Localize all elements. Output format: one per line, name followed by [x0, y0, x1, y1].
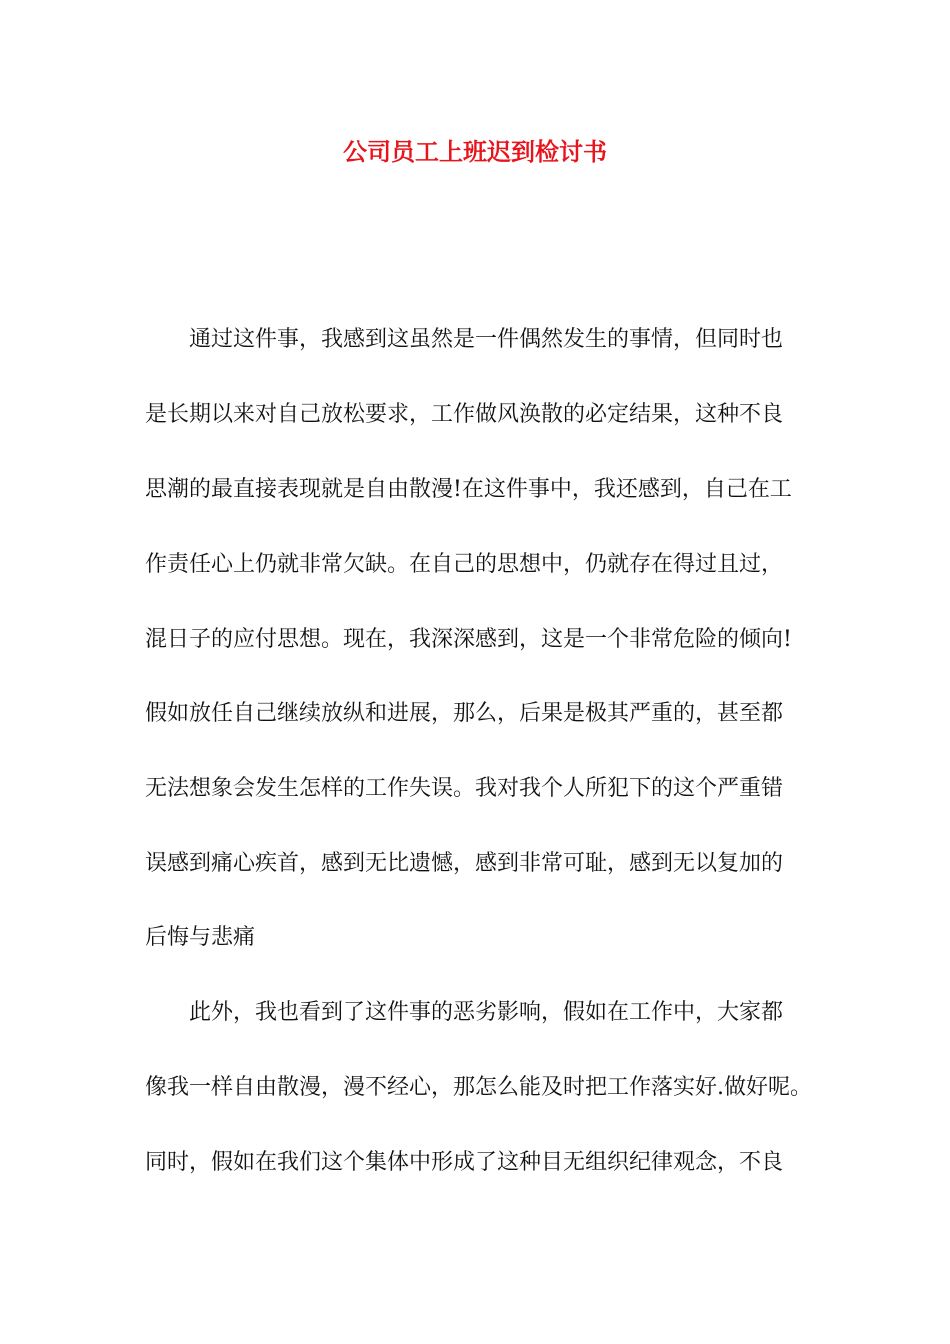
- paragraph-line: 像我一样自由散漫，漫不经心，那怎么能及时把工作落实好.做好呢。: [145, 1075, 812, 1100]
- paragraph-line: 是长期以来对自己放松要求，工作做风涣散的必定结果，这种不良: [145, 402, 784, 427]
- paragraph-line: 思潮的最直接表现就是自由散漫!在这件事中，我还感到，自己在工: [145, 477, 792, 502]
- paragraph-line: 通过这件事，我感到这虽然是一件偶然发生的事情，但同时也: [189, 327, 784, 352]
- document-title: 公司员工上班迟到检讨书: [343, 137, 607, 166]
- paragraph-line: 假如放任自己继续放纵和进展，那么，后果是极其严重的，甚至都: [145, 701, 784, 726]
- paragraph-line: 此外，我也看到了这件事的恶劣影响，假如在工作中，大家都: [189, 1000, 784, 1025]
- paragraph-line: 无法想象会发生怎样的工作失误。我对我个人所犯下的这个严重错: [145, 776, 784, 801]
- paragraph-line: 同时，假如在我们这个集体中形成了这种目无组织纪律观念，不良: [145, 1150, 784, 1175]
- paragraph-line: 作责任心上仍就非常欠缺。在自己的思想中，仍就存在得过且过，: [145, 552, 784, 577]
- paragraph-line: 混日子的应付思想。现在，我深深感到，这是一个非常危险的倾向!: [145, 627, 792, 652]
- paragraph-line: 后悔与悲痛: [145, 925, 256, 950]
- paragraph-line: 误感到痛心疾首，感到无比遗憾，感到非常可耻，感到无以复加的: [145, 851, 784, 876]
